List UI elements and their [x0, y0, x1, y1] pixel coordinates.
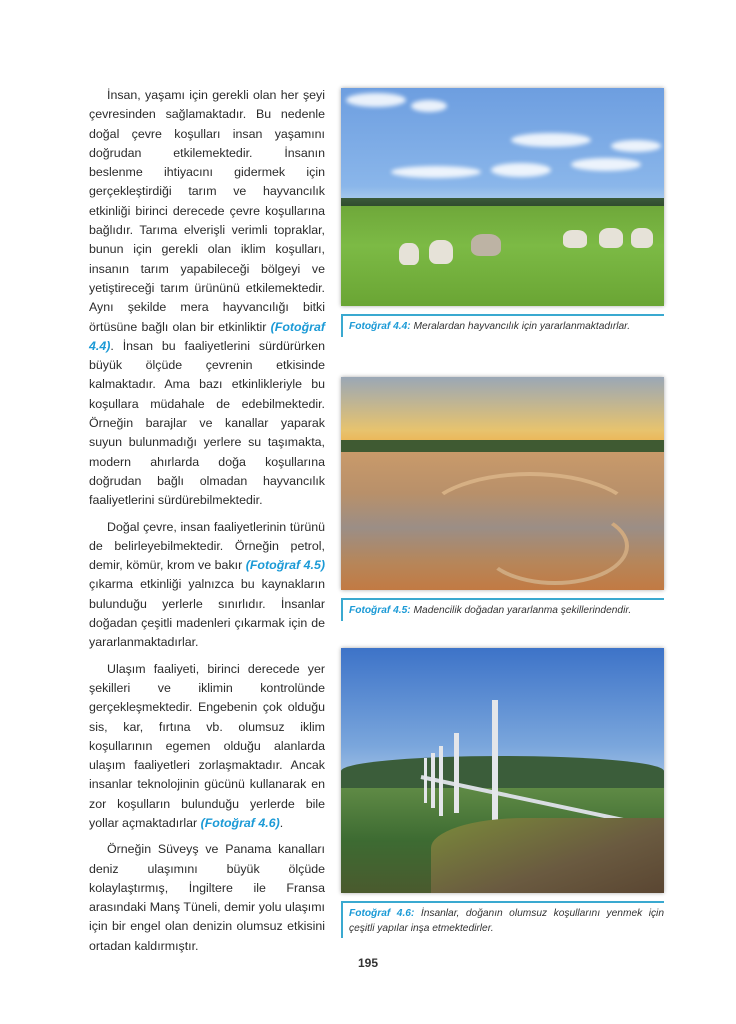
grazing-cattle-photo	[341, 88, 664, 306]
paragraph-text: çıkarma etkinliği yalnızca bu kaynakların bulunduğu yerlerle sınırlıdır. İnsanlar doğadan çeşitli madenleri çıkarmak için de yararlanmaktadırlar.	[89, 577, 325, 650]
figure-reference-4-6: (Fotoğraf 4.6)	[200, 815, 280, 830]
paragraph-text: Ulaşım faaliyeti, birinci derecede yer şekilleri ve iklimin kontrolünde gerçekleşmektedir. Engebenin çok olduğu sis, kar, fırtına vb. olumsuz iklim koşullarının egemen olduğu alanlarda ulaşım faaliyetleri zorlaşmaktadır. Ancak insanlar teknolojinin gücünü kullanarak en zor koşulların bulunduğu yerlerde bile yollar açmaktadırlar	[89, 661, 325, 830]
body-text-column	[89, 86, 325, 963]
caption-text: Madencilik doğadan yararlanma şekillerindendir.	[413, 605, 632, 616]
figure-4-5	[341, 377, 664, 621]
caption-label: Fotoğraf 4.6:	[349, 908, 415, 919]
paragraph-3	[89, 660, 325, 834]
paragraph-2	[89, 518, 325, 653]
paragraph-1	[89, 86, 325, 511]
paragraph-text: İnsan, yaşamı için gerekli olan her şeyi çevresinden sağlamaktadır. Bu nedenle doğal çevre koşulları insan yaşamını doğrudan etkilemektedir. İnsanın beslenme ihtiyacını gidermek için gerçekleştirdiği tarım ve hayvancılık etkinliği birinci derecede çevre koşullarına bağlıdır. Tarıma elverişli verimli topraklar, bunun için gerekli olan iklim koşulları, insanın tarım yapabileceği bölgeyi ve yetiştireceği tarım ürününü etkilemektedir. Aynı şekilde mera hayvancılığı bitki örtüsüne bağlı olan bir etkinliktir	[89, 88, 325, 334]
caption-text: Meralardan hayvancılık için yararlanmaktadırlar.	[413, 321, 631, 332]
figure-caption	[341, 901, 664, 938]
figure-4-4	[341, 88, 664, 337]
figure-reference-4-4: (Fotoğraf 4.4)	[89, 319, 325, 353]
paragraph-text: Doğal çevre, insan faaliyetlerinin türünü de belirleyebilmektedir. Örneğin petrol, demir, kömür, krom ve bakır	[89, 519, 325, 573]
paragraph-4	[89, 840, 325, 956]
caption-text: İnsanlar, doğanın olumsuz koşullarını yenmek için çeşitli yapılar inşa etmektedirler.	[349, 908, 664, 934]
caption-label: Fotoğraf 4.4:	[349, 321, 411, 332]
paragraph-text: Örneğin Süveyş ve Panama kanalları deniz ulaşımını büyük ölçüde kolaylaştırmış, İngiltere ile Fransa arasındaki Manş Tüneli, demir yolu ulaşımı için bir engel olan denizin olumsuz etkisini ortadan kaldırmıştır.	[89, 842, 325, 953]
page-number: 195	[357, 956, 379, 970]
cable-stayed-viaduct-photo	[341, 648, 664, 893]
figure-caption	[341, 314, 664, 337]
paragraph-text: . İnsan bu faaliyetlerini sürdürürken büyük ölçüde çevrenin etkisinde kalmaktadır. Ama bazı etkinlikleriyle bu koşullara müdahale de edebilmektedir. Örneğin barajlar ve kanallar yaparak suyun bulunmadığı yerlere su taşımakta, modern ahırlarda doğa koşullarına doğrudan bağlı olmadan hayvancılık faaliyetlerini sürdürebilmektedir.	[89, 338, 325, 508]
figure-caption	[341, 598, 664, 621]
figure-reference-4-5: (Fotoğraf 4.5)	[245, 558, 325, 573]
paragraph-text: .	[279, 815, 284, 830]
open-pit-mine-photo	[341, 377, 664, 590]
figure-4-6	[341, 648, 664, 938]
caption-label: Fotoğraf 4.5:	[349, 605, 411, 616]
